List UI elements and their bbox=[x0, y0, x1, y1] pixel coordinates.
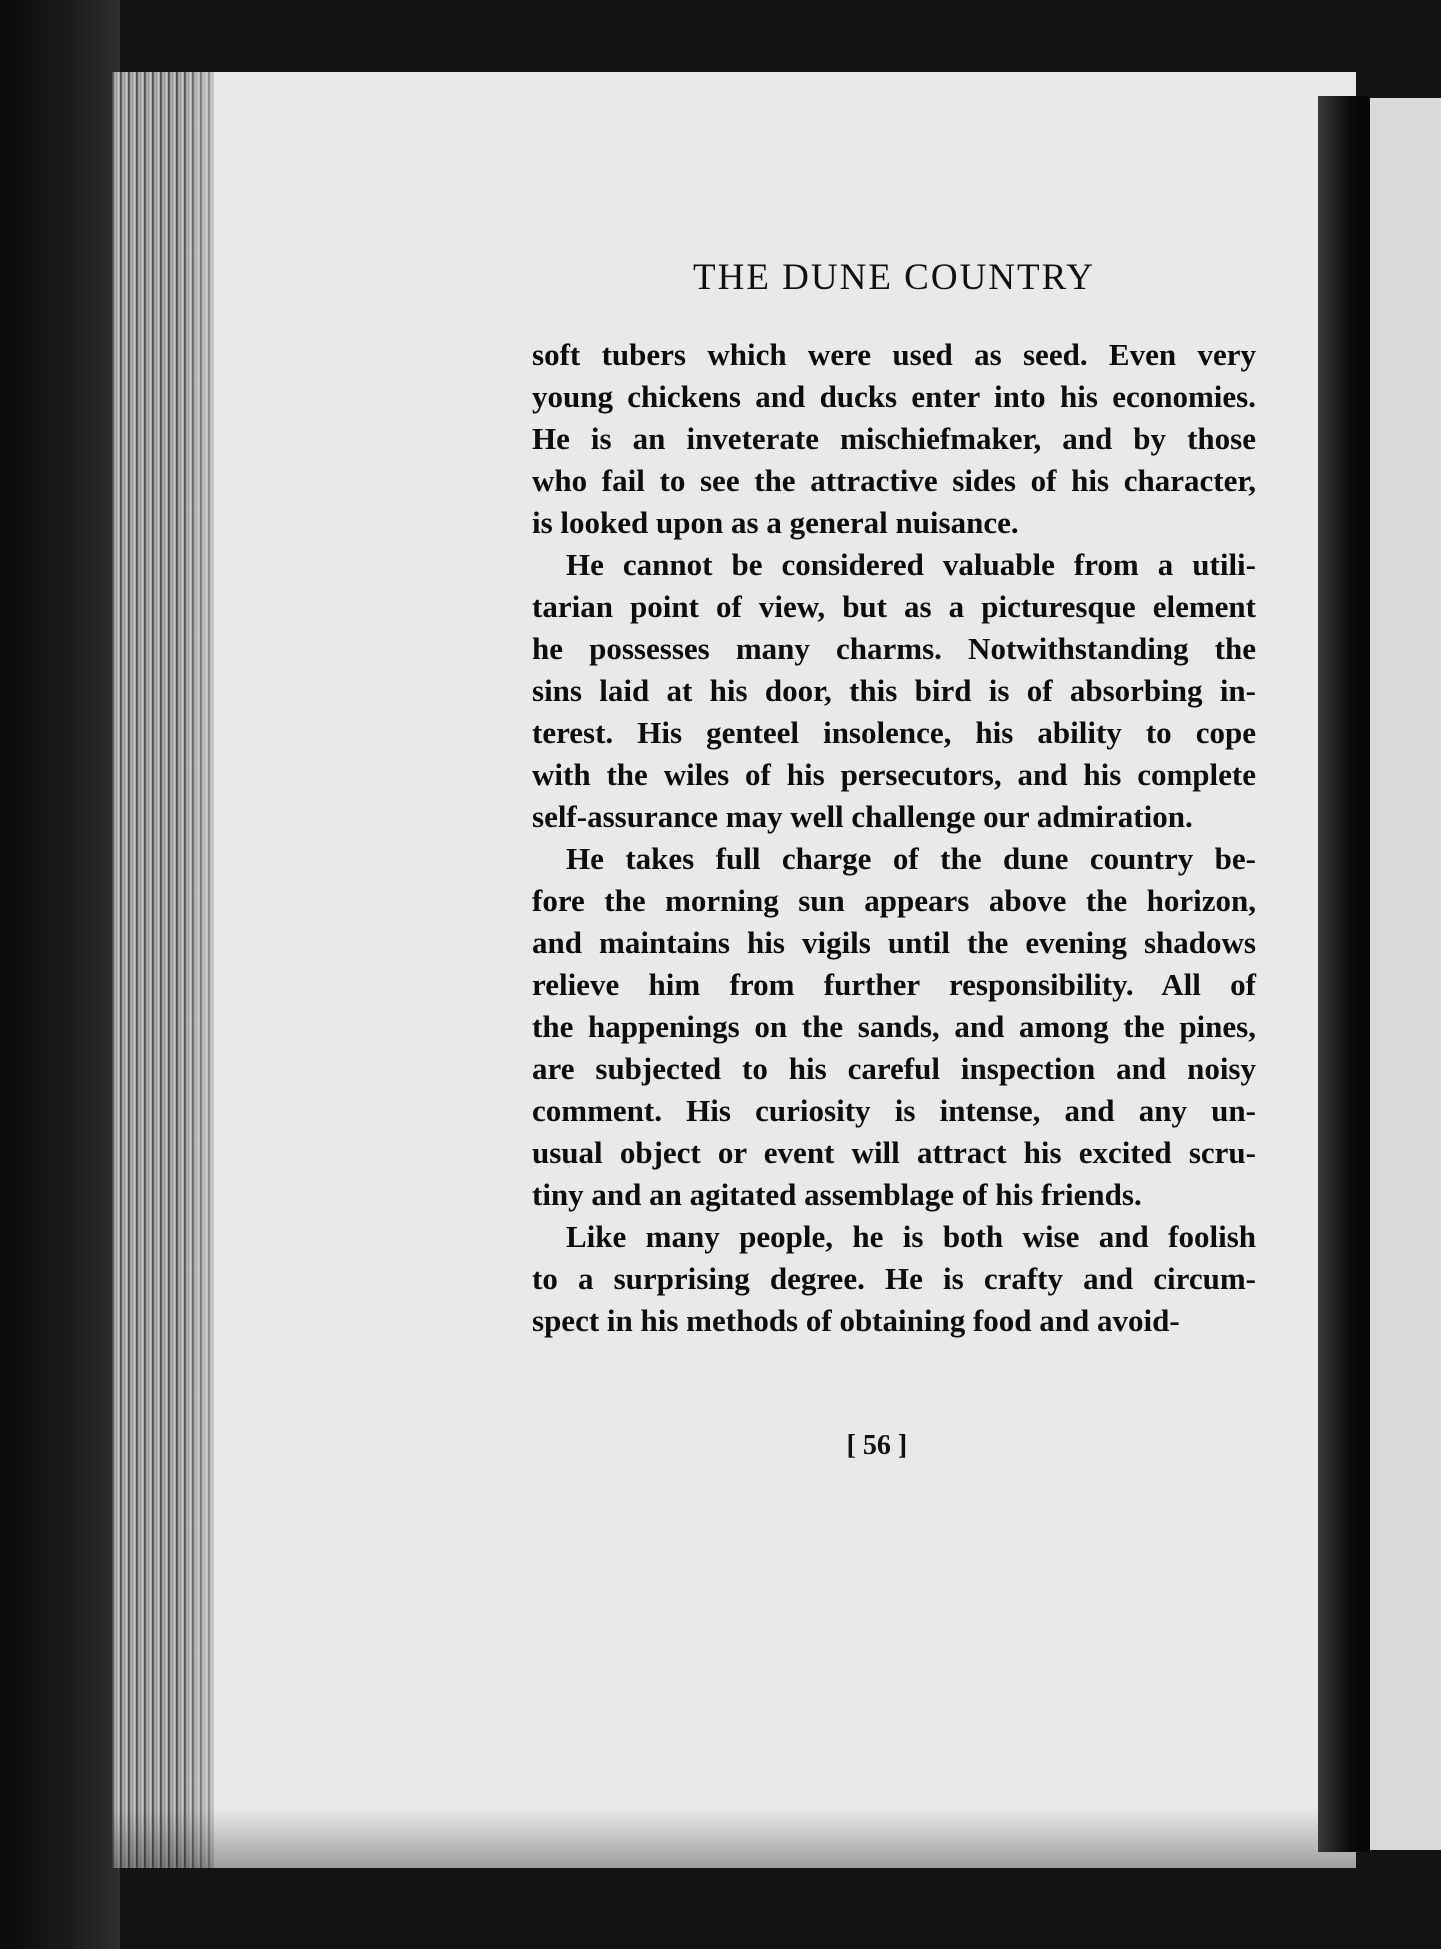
text-line: is looked upon as a general nuisance. bbox=[532, 505, 1019, 540]
text-line: Like many people, he is both wise and foolish bbox=[566, 1219, 1256, 1254]
text-line: terest. His genteel insolence, his ability to cope bbox=[532, 715, 1256, 750]
text-line: comment. His curiosity is intense, and any un- bbox=[532, 1093, 1256, 1128]
text-line: He cannot be considered valuable from a utili- bbox=[566, 547, 1256, 582]
page-number: [ 56 ] bbox=[846, 1430, 908, 1461]
text-line: and maintains his vigils until the evening shadows bbox=[532, 925, 1256, 960]
text-line: He is an inveterate mischiefmaker, and by those bbox=[532, 421, 1256, 456]
text-line: usual object or event will attract his excited scru- bbox=[532, 1135, 1256, 1170]
page-edge-fade bbox=[182, 72, 252, 1868]
text-line: spect in his methods of obtaining food and avoid- bbox=[532, 1303, 1180, 1338]
text-line: fore the morning sun appears above the horizon, bbox=[532, 883, 1256, 918]
text-line: with the wiles of his persecutors, and his complete bbox=[532, 757, 1256, 792]
right-binding-edge bbox=[1318, 96, 1370, 1852]
text-line: soft tubers which were used as seed. Even very bbox=[532, 337, 1256, 372]
text-line: he possesses many charms. Notwithstanding the bbox=[532, 631, 1256, 666]
adjacent-page-sliver bbox=[1370, 98, 1441, 1850]
text-line: sins laid at his door, this bird is of absorbing in- bbox=[532, 673, 1256, 708]
text-line: are subjected to his careful inspection and noisy bbox=[532, 1051, 1256, 1086]
paragraph bbox=[532, 838, 1256, 1216]
page-bottom-shadow bbox=[112, 1808, 1356, 1868]
text-line: tiny and an agitated assemblage of his friends. bbox=[532, 1177, 1142, 1212]
running-head: THE DUNE COUNTRY bbox=[693, 257, 1095, 298]
text-line: to a surprising degree. He is crafty and circum- bbox=[532, 1261, 1256, 1296]
body-text bbox=[532, 334, 1256, 1342]
text-line: tarian point of view, but as a picturesque element bbox=[532, 589, 1256, 624]
binding-gutter bbox=[0, 0, 120, 1949]
paragraph bbox=[532, 334, 1256, 544]
paragraph bbox=[532, 1216, 1256, 1342]
text-line: self-assurance may well challenge our admiration. bbox=[532, 799, 1193, 834]
text-line: young chickens and ducks enter into his economies. bbox=[532, 379, 1256, 414]
text-line: He takes full charge of the dune country be- bbox=[566, 841, 1256, 876]
text-line: who fail to see the attractive sides of his character, bbox=[532, 463, 1256, 498]
text-line: relieve him from further responsibility. All of bbox=[532, 967, 1256, 1002]
paragraph bbox=[532, 544, 1256, 838]
text-line: the happenings on the sands, and among the pines, bbox=[532, 1009, 1256, 1044]
